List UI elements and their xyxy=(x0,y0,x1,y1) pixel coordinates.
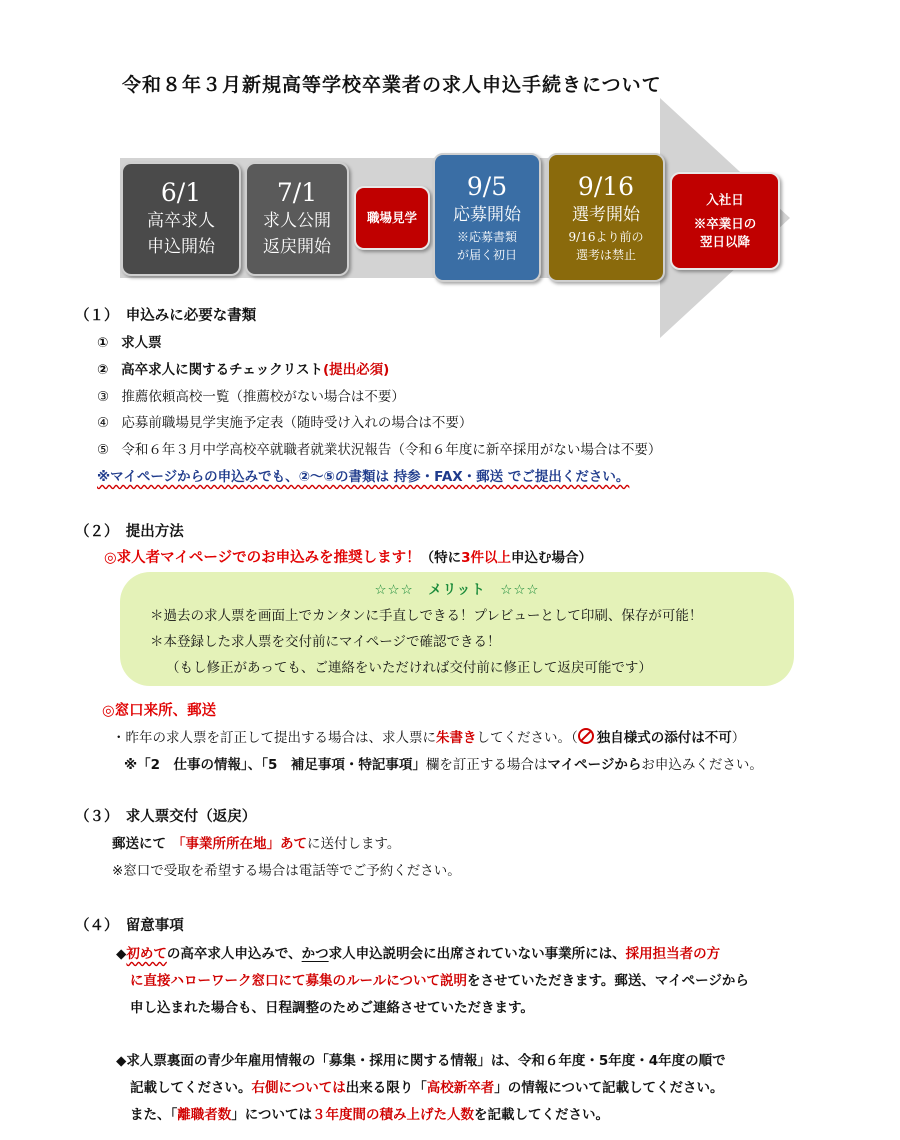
timeline-note: が届く初日 xyxy=(456,247,517,262)
highlight: に直接ハローワーク窓口にて xyxy=(130,973,306,989)
item-number: ③ xyxy=(97,389,110,405)
timeline-date: 9/16 xyxy=(577,171,635,201)
mypage-text: マイページから xyxy=(547,757,642,773)
correction-note xyxy=(112,726,745,746)
red-ink-text: 朱書き xyxy=(436,730,477,746)
timeline-step-joining-date xyxy=(670,172,780,270)
text: 」については xyxy=(231,1107,312,1123)
text: ） xyxy=(731,730,746,746)
timeline-date: 9/5 xyxy=(466,171,508,201)
highlight: 高校新卒者 xyxy=(426,1080,495,1096)
text: 求人申込説明会に出席されていない事業所には、 xyxy=(328,946,626,962)
timeline-label: 申込開始 xyxy=(147,237,215,257)
text: 郵送にて xyxy=(112,836,166,852)
documents-note: ※マイページからの申込みでも、②～⑤の書類は 持参・FAX・郵送 でご提出ください。 xyxy=(97,469,630,485)
item-number: ① xyxy=(97,335,109,351)
timeline-step-recruit-start xyxy=(433,153,541,282)
item-text: 応募前職場見学実施予定表（随時受け入れの場合は不要） xyxy=(121,415,473,431)
section-1-heading: （１） 申込みに必要な書類 xyxy=(75,308,257,324)
required-note: (提出必須) xyxy=(322,362,390,378)
timeline-note: 9/16より前の xyxy=(568,229,644,244)
notice-paragraph-2 xyxy=(116,1048,856,1129)
timeline-step-application xyxy=(121,162,241,276)
text: を記載してください。 xyxy=(473,1107,609,1123)
delivery-line xyxy=(112,832,400,852)
text: してください。（ xyxy=(476,730,578,746)
timeline-note: 選考は禁止 xyxy=(575,247,636,262)
merit-title: ☆☆☆ メリット ☆☆☆ xyxy=(374,582,540,598)
item-number: ④ xyxy=(97,415,110,431)
merit-item: （もし修正があっても、ご連絡をいただければ交付前に修正して返戻可能です） xyxy=(166,660,652,676)
highlight: 募集のルールについて説明 xyxy=(305,973,467,989)
section-4-heading: （４） 留意事項 xyxy=(75,918,184,934)
recommendation-line xyxy=(104,546,592,567)
text: の高卒求人申込みで、 xyxy=(166,946,302,962)
notice-paragraph-1 xyxy=(116,941,856,1022)
highlight: 右側については xyxy=(251,1080,346,1096)
item-text: 推薦依頼高校一覧（推薦校がない場合は不要） xyxy=(121,389,405,405)
office-address-text: 「事業所所在地」あて xyxy=(172,836,307,852)
bullet: ◆ xyxy=(116,946,127,962)
timeline-note: ※卒業日の xyxy=(693,216,757,231)
timeline-label: 選考開始 xyxy=(572,204,640,225)
highlight: 採用担当者の方 xyxy=(625,946,721,962)
highlight: 離職者数 xyxy=(177,1107,232,1123)
timeline-step-publication xyxy=(245,162,349,276)
list-item xyxy=(97,438,661,458)
list-item xyxy=(97,358,389,378)
section-3-heading: （３） 求人票交付（返戻） xyxy=(75,809,257,825)
window-mail-heading: ◎窓口来所、郵送 xyxy=(102,703,217,719)
item-text: 求人票 xyxy=(121,335,162,351)
timeline-step-selection-start xyxy=(547,153,665,282)
item-number: ⑤ xyxy=(97,442,110,458)
timeline-label: 返戻開始 xyxy=(263,237,331,257)
no-own-format-text: 独自様式の添付は不可 xyxy=(596,730,732,746)
timeline-step-workplace-visit xyxy=(354,186,430,250)
timeline-label: 求人公開 xyxy=(263,211,331,231)
text: をさせていただきます。郵送、マイページから xyxy=(466,973,749,989)
text: 記載してください。 xyxy=(130,1080,252,1096)
text: ◆求人票裏面の青少年雇用情報の「募集・採用に関する情報」は、令和６年度・5年度・4年度の順で xyxy=(116,1053,726,1069)
merit-box xyxy=(120,572,794,686)
highlight: ３年度間の積み上げた人数 xyxy=(311,1107,474,1123)
section-names: ※「2 仕事の情報」、「5 補足事項・特記事項」 xyxy=(124,757,426,773)
timeline-date: 7/1 xyxy=(276,178,318,207)
item-text: 高卒求人に関するチェックリスト xyxy=(121,362,323,378)
text: 申し込まれた場合も、日程調整のためご連絡させていただきます。 xyxy=(130,1000,534,1016)
merit-item: ＊本登録した求人票を交付前にマイページで確認できる！ xyxy=(150,634,501,650)
merit-item: ＊過去の求人票を画面上でカンタンに手直しできる！プレビューとして印刷、保存が可能！ xyxy=(150,608,703,624)
list-item xyxy=(97,385,405,405)
text: また、「 xyxy=(130,1107,178,1123)
highlight: 初めて xyxy=(126,946,167,962)
timeline-note: 翌日以降 xyxy=(699,234,750,249)
section-2-heading: （２） 提出方法 xyxy=(75,524,184,540)
timeline-label: 入社日 xyxy=(706,192,744,207)
pickup-note: ※窓口で受取を希望する場合は電話等でご予約ください。 xyxy=(112,863,461,879)
list-item xyxy=(97,411,472,431)
text: お申込みください。 xyxy=(641,757,763,773)
text: 欄を訂正する場合は xyxy=(425,757,548,773)
prohibited-icon xyxy=(578,728,594,744)
recommendation-sub: （特に xyxy=(420,550,462,566)
timeline-label: 高卒求人 xyxy=(147,211,215,231)
timeline-note: ※応募書類 xyxy=(456,229,517,244)
recommendation-sub: 申込む場合） xyxy=(510,550,592,566)
text: ・昨年の求人票を訂正して提出する場合は、求人票に xyxy=(112,730,436,746)
item-number: ② xyxy=(97,362,109,378)
timeline-date: 6/1 xyxy=(160,178,202,207)
text: かつ xyxy=(301,946,329,962)
timeline-label: 応募開始 xyxy=(453,204,521,225)
recommendation-text: ◎求人者マイページでのお申込みを推奨します！ xyxy=(104,550,421,566)
page-title: 令和８年３月新規高等学校卒業者の求人申込手続きについて xyxy=(122,74,662,96)
item-text: 令和６年３月中学高校卒就職者就業状況報告（令和６年度に新卒採用がない場合は不要） xyxy=(121,442,662,458)
recommendation-count: 3件以上 xyxy=(461,550,511,566)
text: 」の情報について記載してください。 xyxy=(494,1080,724,1096)
text: 出来る限り「 xyxy=(345,1080,427,1096)
timeline-label: 職場見学 xyxy=(366,210,417,225)
mypage-correction-note xyxy=(124,753,763,773)
list-item xyxy=(97,331,162,351)
text: に送付します。 xyxy=(307,836,401,852)
